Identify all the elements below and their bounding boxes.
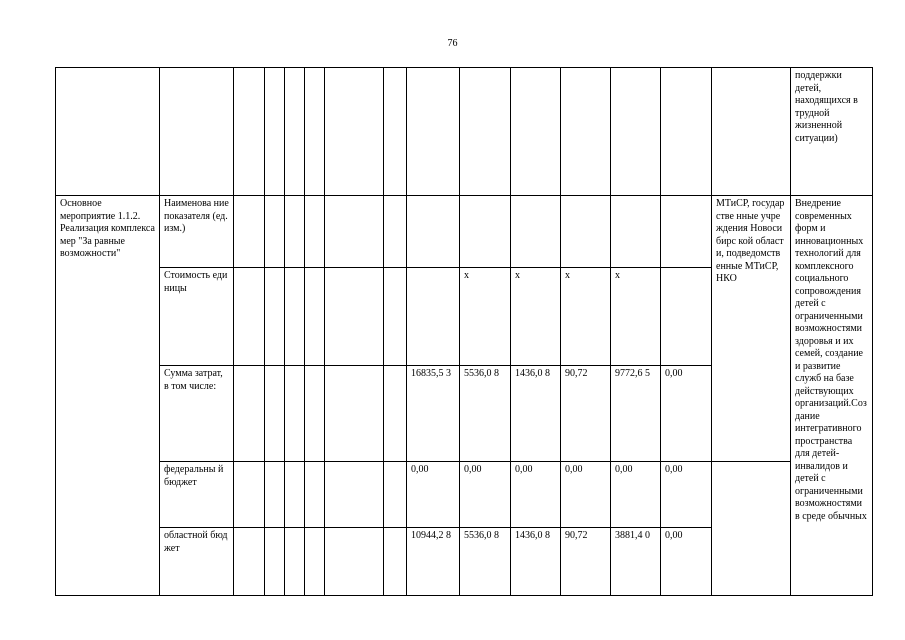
table-cell (460, 68, 511, 196)
table-cell (305, 68, 325, 196)
table-cell (611, 68, 661, 196)
table-cell (265, 462, 285, 528)
value-cell: 0,00 (511, 462, 561, 528)
table-cell (234, 528, 265, 596)
table-cell (305, 268, 325, 366)
value-cell (561, 196, 611, 268)
value-cell: x (460, 268, 511, 366)
value-cell (661, 268, 712, 366)
table-cell (325, 462, 384, 528)
indicator-label-cell: Наименова ние показателя (ед. изм.) (160, 196, 234, 268)
table-cell (234, 462, 265, 528)
value-cell: 5536,0 8 (460, 366, 511, 462)
indicator-label-cell: Сумма затрат, в том числе: (160, 366, 234, 462)
value-cell: 0,00 (407, 462, 460, 528)
table-cell (325, 268, 384, 366)
value-cell (407, 196, 460, 268)
table-cell (265, 68, 285, 196)
table-cell (325, 528, 384, 596)
table-cell (265, 196, 285, 268)
value-cell: 1436,0 8 (511, 528, 561, 596)
table-cell (305, 366, 325, 462)
table-cell (305, 196, 325, 268)
table-cell (384, 196, 407, 268)
value-cell: 9772,6 5 (611, 366, 661, 462)
table-cell (234, 68, 265, 196)
value-cell (460, 196, 511, 268)
table-cell (305, 462, 325, 528)
table-cell (234, 366, 265, 462)
value-cell: 0,00 (611, 462, 661, 528)
indicator-label-cell: Стоимость единицы (160, 268, 234, 366)
program-table (55, 67, 873, 596)
table-cell (285, 528, 305, 596)
table-cell (234, 196, 265, 268)
table-cell (561, 68, 611, 196)
value-cell: 16835,5 3 (407, 366, 460, 462)
value-cell: 10944,2 8 (407, 528, 460, 596)
table-cell (325, 68, 384, 196)
table-cell (56, 68, 160, 196)
value-cell (407, 268, 460, 366)
table-cell (285, 462, 305, 528)
expected-result-cell: Внедрение современных форм и инновационных технологий для комплексного социального сопровождения детей с ограниченными возможностями здоровья и их семей, создание и развитие служб на базе действующих организаций.Соз дание интегративного пространства для детей-инвалидов и детей с ограниченными возможностями в среде обычных (791, 196, 873, 596)
value-cell: 90,72 (561, 366, 611, 462)
activity-name-cell: Основное мероприятие 1.1.2. Реализация комплекса мер "За равные возможности" (56, 196, 160, 596)
table-cell (265, 366, 285, 462)
table-cell (384, 528, 407, 596)
table-cell (160, 68, 234, 196)
table-cell (285, 196, 305, 268)
value-cell (511, 196, 561, 268)
table-cell (285, 268, 305, 366)
value-cell: 0,00 (661, 462, 712, 528)
table-row (56, 196, 873, 268)
table-cell (384, 366, 407, 462)
value-cell: x (611, 268, 661, 366)
table-cell (384, 68, 407, 196)
value-cell: 90,72 (561, 528, 611, 596)
table-cell (712, 462, 791, 596)
value-cell: 0,00 (661, 366, 712, 462)
page-number: 76 (447, 38, 458, 49)
table-cell (511, 68, 561, 196)
value-cell: 0,00 (661, 528, 712, 596)
table-cell (305, 528, 325, 596)
value-cell: 5536,0 8 (460, 528, 511, 596)
table-cell (265, 268, 285, 366)
table-cell (285, 366, 305, 462)
indicator-label-cell: областной бюджет (160, 528, 234, 596)
value-cell: x (511, 268, 561, 366)
value-cell (661, 196, 712, 268)
table-cell (285, 68, 305, 196)
table-cell (325, 196, 384, 268)
value-cell: 3881,4 0 (611, 528, 661, 596)
value-cell (611, 196, 661, 268)
executors-cell: МТиСР, государстве нные учреждения Новосибирс кой области, подведомств енные МТиСР, НКО (712, 196, 791, 462)
table-cell (661, 68, 712, 196)
expected-result-cell: поддержки детей, находящихся в трудной жизненной ситуации) (791, 68, 873, 196)
table-row-continued (56, 68, 873, 196)
indicator-label-cell: федеральны й бюджет (160, 462, 234, 528)
table-cell (712, 68, 791, 196)
table-cell (384, 462, 407, 528)
value-cell: 0,00 (561, 462, 611, 528)
table-cell (407, 68, 460, 196)
value-cell: x (561, 268, 611, 366)
table-cell (234, 268, 265, 366)
table-row (56, 462, 873, 528)
table-cell (265, 528, 285, 596)
value-cell: 0,00 (460, 462, 511, 528)
value-cell: 1436,0 8 (511, 366, 561, 462)
table-cell (384, 268, 407, 366)
table-cell (325, 366, 384, 462)
